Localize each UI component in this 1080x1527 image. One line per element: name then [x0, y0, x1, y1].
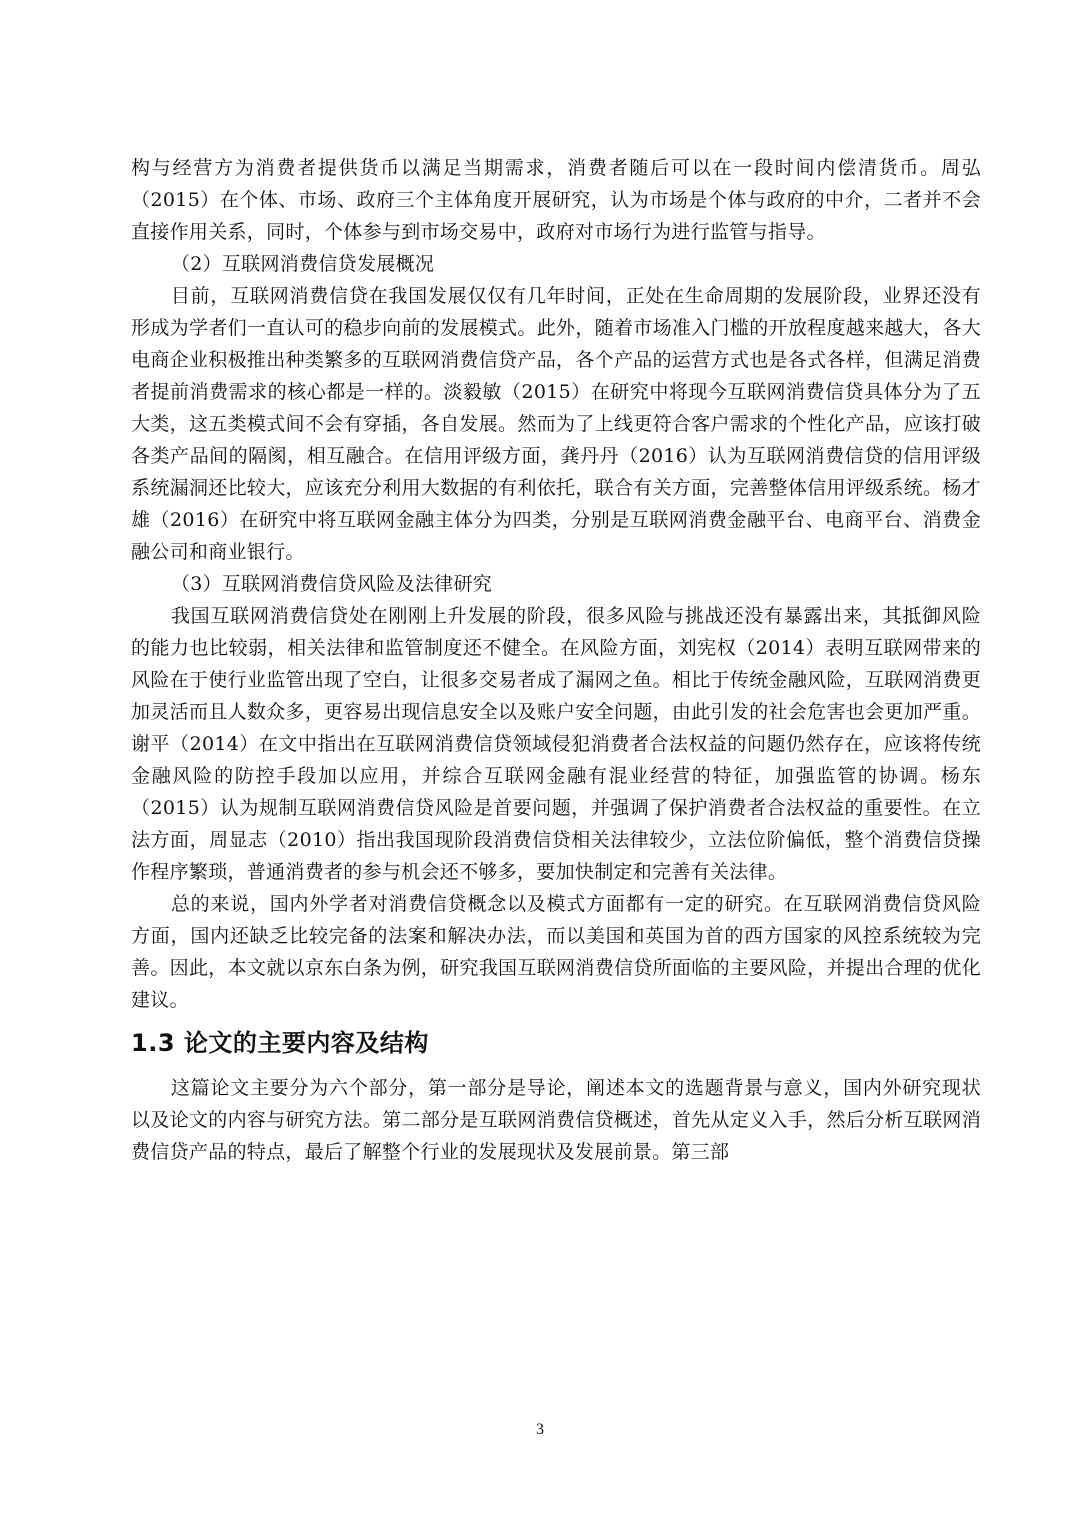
page-number: 3 — [536, 1421, 544, 1438]
paragraph-summary: 总的来说，国内外学者对消费信贷概念以及模式方面都有一定的研究。在互联网消费信贷风险方面，国内还缺乏比较完备的法案和解决办法，而以美国和英国为首的西方国家的风控系统较为完善。因此，本文就以京东白条为例，研究我国互联网消费信贷所面临的主要风险，并提出合理的优化建议。 — [131, 893, 981, 1011]
paragraph-development-overview: 目前，互联网消费信贷在我国发展仅仅有几年时间，正处在生命周期的发展阶段，业界还没有形成为学者们一直认可的稳步向前的发展模式。此外，随着市场准入门槛的开放程度越来越大，各大电商企业积极推出种类繁多的互联网消费信贷产品，各个产品的运营方式也是各式各样，但满足消费者提前消费需求的核心都是一样的。淡毅敏（2015）在研究中将现今互联网消费信贷具体分为了五大类，这五类模式间不会有穿插，各自发展。然而为了上线更符合客户需求的个性化产品，应该打破各类产品间的隔阂，相互融合。在信用评级方面，龚丹丹（2016）认为互联网消费信贷的信用评级系统漏洞还比较大，应该充分利用大数据的有利依托，联合有关方面，完善整体信用评级系统。杨才雄（2016）在研究中将互联网金融主体分为四类，分别是互联网消费金融平台、电商平台、消费金融公司和商业银行。 — [131, 285, 981, 563]
paragraph-structure: 这篇论文主要分为六个部分，第一部分是导论，阐述本文的选题背景与意义，国内外研究现状以及论文的内容与研究方法。第二部分是互联网消费信贷概述，首先从定义入手，然后分析互联网消费信贷产品的特点，最后了解整个行业的发展现状及发展前景。第三部 — [131, 1077, 981, 1163]
paragraph-continuation: 构与经营方为消费者提供货币以满足当期需求，消费者随后可以在一段时间内偿清货币。周弘（2015）在个体、市场、政府三个主体角度开展研究，认为市场是个体与政府的中介，二者并不会直接作用关系，同时，个体参与到市场交易中，政府对市场行为进行监管与指导。 — [131, 157, 981, 243]
subheading-development-overview: （2）互联网消费信贷发展概况 — [170, 253, 435, 275]
section-heading: 1.3 论文的主要内容及结构 — [131, 1029, 429, 1057]
paragraph-risk-and-law: 我国互联网消费信贷处在刚刚上升发展的阶段，很多风险与挑战还没有暴露出来，其抵御风险的能力也比较弱，相关法律和监管制度还不健全。在风险方面，刘宪权（2014）表明互联网带来的风险在于使行业监管出现了空白，让很多交易者成了漏网之鱼。相比于传统金融风险，互联网消费更加灵活而且人数众多，更容易出现信息安全以及账户安全问题，由此引发的社会危害也会更加严重。谢平（2014）在文中指出在互联网消费信贷领域侵犯消费者合法权益的问题仍然存在，应该将传统金融风险的防控手段加以应用，并综合互联网金融有混业经营的特征，加强监管的协调。杨东（2015）认为规制互联网消费信贷风险是首要问题，并强调了保护消费者合法权益的重要性。在立法方面，周显志（2010）指出我国现阶段消费信贷相关法律较少，立法位阶偏低，整个消费信贷操作程序繁琐，普通消费者的参与机会还不够多，要加快制定和完善有关法律。 — [131, 605, 981, 883]
subheading-risk-and-law: （3）互联网消费信贷风险及法律研究 — [170, 573, 493, 595]
page-body — [131, 152, 981, 1168]
